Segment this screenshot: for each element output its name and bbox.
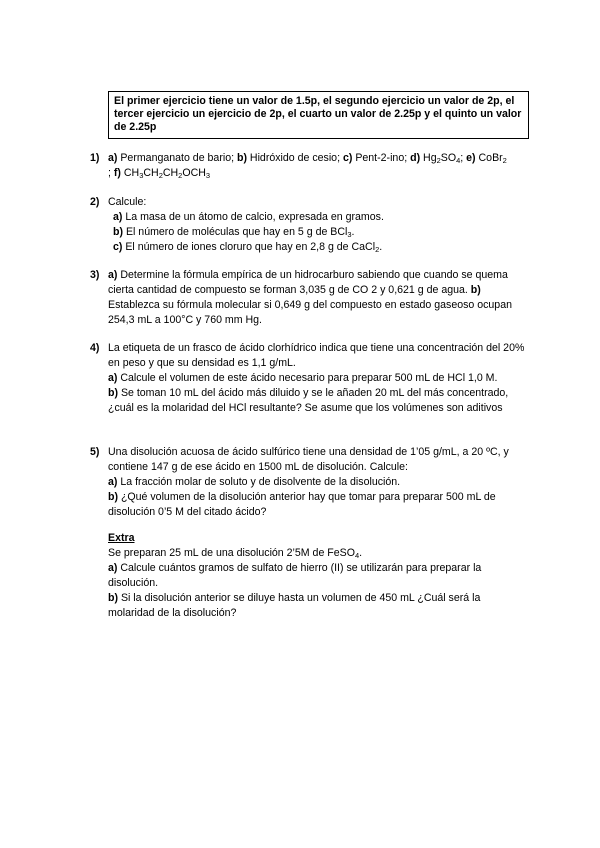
subscript: 3 [205,171,211,180]
item-text: Permanganato de bario; [117,152,237,164]
question-intro: La etiqueta de un frasco de ácido clorhídrico indica que tiene una concentración del 20% en peso y que su densidad es 1,1 g/mL. [108,342,525,369]
item-text: Se toman 10 mL del ácido más diluido y se le añaden 20 mL del más concentrado, ¿cuál es la molaridad del HCl resultante? Se asume que los volúmenes son aditivos [108,387,509,414]
item-text: El número de moléculas que hay en 5 g de BCl [123,226,348,238]
item-label: a) [108,152,118,164]
item-text: Determine la fórmula empírica de un hidrocarburo sabiendo que cuando se quema cierta cantidad de compuesto se forman 3,035 g de CO 2 y 0,621 g de agua. [108,269,508,296]
item-label: b) [236,152,247,164]
item-label: b) [470,284,481,296]
question-body [108,151,528,181]
scoring-note-text: El primer ejercicio tiene un valor de 1.5p, el segundo ejercicio un valor de 2p, el tercer ejercicio un ejercicio de 2p, el cuarto un valor de 2.25p y el quinto un valor de 2.25p [114,95,522,133]
sub-item-a [108,561,528,591]
item-text: ; [460,152,467,164]
question-body [108,268,528,328]
item-text: Establezca su fórmula molecular si 0,649 g del compuesto en estado gaseoso ocupan 254,3 mL a 100°C y 760 mm Hg. [108,299,512,326]
item-text: La fracción molar de soluto y de disolvente de la disolución. [117,476,401,488]
sub-item-b [108,591,528,621]
item-label: b) [113,226,123,238]
item-text: Calcule cuántos gramos de sulfato de hierro (II) se utilizarán para preparar la disolución. [108,562,482,589]
subscript: 2 [158,171,163,180]
question-number: 1) [90,152,100,164]
item-text: Hg [420,152,437,164]
question-body [108,341,528,416]
item-label: a) [113,211,123,223]
sub-item-c [108,240,528,255]
question-number: 5) [90,446,100,458]
question-number: 2) [90,196,100,208]
extra-title: Extra [108,532,135,544]
question-number: 3) [90,269,100,281]
extra-exercise [108,531,528,621]
question-body [108,445,528,520]
subscript: 3 [139,171,144,180]
item-label: c) [113,241,123,253]
item-text: Hidróxido de cesio; [246,152,343,164]
item-text: OCH [182,167,206,179]
sub-item-b [108,386,528,416]
subscript: 2 [178,171,183,180]
item-label: a) [108,476,118,488]
subscript: 2 [502,156,507,165]
item-label: b) [108,592,118,604]
question-body [108,195,528,255]
item-text: CoBr [475,152,503,164]
item-text: Si la disolución anterior se diluye hasta un volumen de 450 mL ¿Cuál será la molaridad de la disolución? [108,592,481,619]
item-text: . [359,547,363,559]
scoring-note-box [108,91,529,139]
item-text: . [351,226,355,238]
subscript: 2 [375,245,380,254]
item-text: CH [143,167,159,179]
item-label: e) [466,152,476,164]
item-label: b) [108,491,118,503]
item-text: El número de iones cloruro que hay en 2,8 g de CaCl [122,241,376,253]
sub-item-a [108,371,528,386]
item-label: a) [108,372,118,384]
item-label: c) [342,152,353,164]
item-text: SO [440,152,457,164]
item-text: ; [108,167,114,179]
item-label: a) [108,269,118,281]
subscript: 4 [354,551,360,560]
item-text: CH [120,167,140,179]
extra-intro [108,546,528,561]
item-label: a) [108,562,118,574]
sub-item-a [108,475,528,490]
item-label: d) [410,152,421,164]
sub-item-b [108,225,528,240]
item-text: CH [162,167,179,179]
subscript: 2 [436,156,441,165]
sub-item-b [108,490,528,520]
question-intro: Calcule: [108,196,147,208]
question-intro: Una disolución acuosa de ácido sulfúrico tiene una densidad de 1’05 g/mL, a 20 ºC, y contiene 147 g de ese ácido en 1500 mL de disolución. Calcule: [108,446,509,473]
item-text: ¿Qué volumen de la disolución anterior hay que tomar para preparar 500 mL de disolución 0’5 M del citado ácido? [108,491,496,518]
item-text: La masa de un átomo de calcio, expresada en gramos. [122,211,384,223]
sub-item-a [108,210,528,225]
item-label: b) [108,387,118,399]
item-text: Pent-2-ino; [352,152,411,164]
item-text: Calcule el volumen de este ácido necesario para preparar 500 mL de HCl 1,0 M. [117,372,498,384]
item-text: Se preparan 25 mL de una disolución 2’5M de FeSO [108,547,355,559]
item-text: . [379,241,383,253]
subscript: 4 [456,156,461,165]
question-number: 4) [90,342,100,354]
subscript: 3 [347,230,352,239]
item-label: f) [113,167,121,179]
